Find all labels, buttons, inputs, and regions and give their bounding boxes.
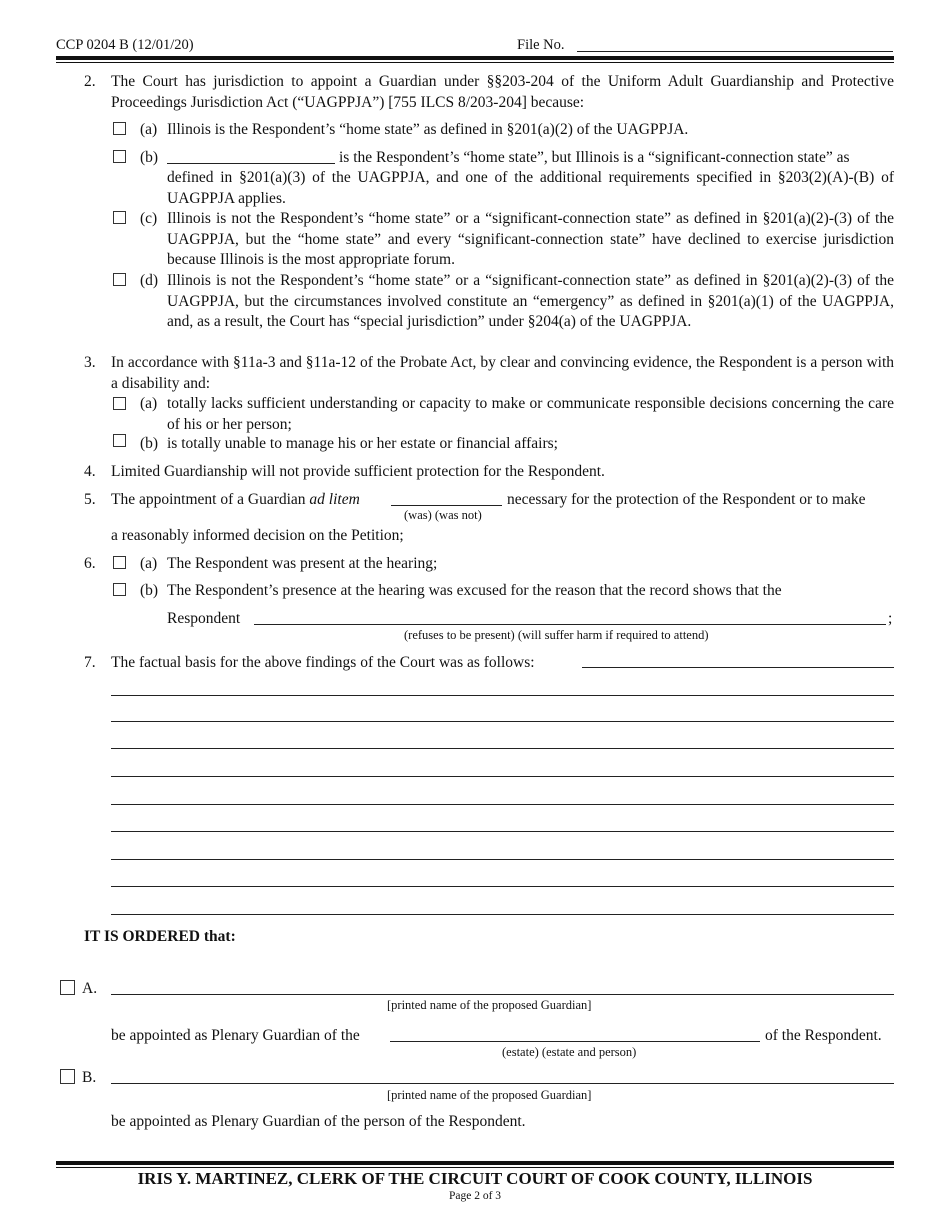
- item-5-text-after: necessary for the protection of the Respondent or to make: [507, 491, 866, 508]
- item-2d-checkbox[interactable]: [113, 273, 126, 286]
- item-6-number: 6.: [84, 555, 96, 572]
- item-2b-text-cont: defined in §201(a)(3) of the UAGPPJA, and one of the additional requirements specified in §203(2)(A)-(B) of UAGPPJA applies.: [167, 169, 894, 207]
- order-a-guardian-name-field[interactable]: [111, 994, 894, 995]
- item-6-caption: (refuses to be present) (will suffer harm if required to attend): [404, 628, 709, 642]
- order-b-label: B.: [82, 1069, 97, 1086]
- order-b-checkbox[interactable]: [60, 1069, 75, 1084]
- item-2b-letter: (b): [140, 149, 159, 166]
- order-b-guardian-name-field[interactable]: [111, 1083, 894, 1084]
- order-a-text-before: be appointed as Plenary Guardian of the: [111, 1027, 360, 1044]
- item-5-number: 5.: [84, 491, 96, 508]
- item-5-text-before: The appointment of a Guardian: [111, 491, 310, 508]
- order-a-text-after: of the Respondent.: [765, 1027, 882, 1044]
- factual-basis-line[interactable]: [111, 914, 894, 915]
- file-no-label: File No.: [517, 37, 565, 53]
- item-2a-text: Illinois is the Respondent’s “home state” as defined in §201(a)(2) of the UAGPPJA.: [167, 121, 689, 138]
- factual-basis-line[interactable]: [111, 776, 894, 777]
- ordered-heading: IT IS ORDERED that:: [84, 928, 236, 945]
- order-a-caption: [printed name of the proposed Guardian]: [387, 998, 592, 1012]
- item-3-number: 3.: [84, 354, 96, 371]
- respondent-label: Respondent: [167, 610, 241, 627]
- item-2a-letter: (a): [140, 121, 158, 138]
- respondent-reason-field[interactable]: [254, 624, 886, 625]
- form-code: CCP 0204 B (12/01/20): [56, 37, 194, 53]
- item-2c-checkbox[interactable]: [113, 211, 126, 224]
- item-3a-letter: (a): [140, 395, 158, 412]
- estate-type-field[interactable]: [390, 1041, 760, 1042]
- page-number: Page 2 of 3: [448, 1190, 502, 1202]
- factual-basis-line-0[interactable]: [582, 667, 894, 668]
- item-2c-text: Illinois is not the Respondent’s “home state” or a “significant-connection state” as defined in §201(a)(2)-(3) of the UAGPPJA, but the “home state” and every “significant-connection state” have declined to exercise jurisdiction because Illinois is the most appropriate forum.: [167, 210, 894, 268]
- clerk-footer: IRIS Y. MARTINEZ, CLERK OF THE CIRCUIT COURT OF COOK COUNTY, ILLINOIS: [137, 1169, 813, 1188]
- item-7-text: The factual basis for the above findings of the Court was as follows:: [111, 654, 535, 671]
- item-2c-letter: (c): [140, 210, 158, 227]
- header-rule-thin: [56, 62, 894, 63]
- item-3a-text: totally lacks sufficient understanding or capacity to make or communicate responsible decisions concerning the care of his or her person;: [167, 395, 894, 433]
- item-6a-text: The Respondent was present at the hearing;: [167, 555, 438, 572]
- item-6b-text: The Respondent’s presence at the hearing was excused for the reason that the record shows that the: [167, 582, 782, 599]
- factual-basis-line[interactable]: [111, 859, 894, 860]
- item-4-number: 4.: [84, 463, 96, 480]
- item-7-number: 7.: [84, 654, 96, 671]
- item-2d-text: Illinois is not the Respondent’s “home state” or a “significant-connection state” as defined in §201(a)(2)-(3) of the UAGPPJA, but the circumstances involved constitute an “emergency” as defined in §201(a)(1) of the UAGPPJA, and, as a result, the Court has “special jurisdiction” under §204(a) of the UAGPPJA.: [167, 272, 894, 330]
- order-a-label: A.: [82, 980, 98, 997]
- factual-basis-line[interactable]: [111, 831, 894, 832]
- order-b-text: be appointed as Plenary Guardian of the person of the Respondent.: [111, 1113, 526, 1130]
- order-a-checkbox[interactable]: [60, 980, 75, 995]
- item-5-caption: (was) (was not): [404, 508, 482, 522]
- item-6a-letter: (a): [140, 555, 158, 572]
- factual-basis-line[interactable]: [111, 804, 894, 805]
- item-3b-checkbox[interactable]: [113, 434, 126, 447]
- item-3b-text: is totally unable to manage his or her estate or financial affairs;: [167, 435, 558, 452]
- item-2d-letter: (d): [140, 272, 159, 289]
- item-6-semicolon: ;: [888, 610, 893, 627]
- factual-basis-line[interactable]: [111, 695, 894, 696]
- footer-rule: [56, 1161, 894, 1165]
- item-4-text: Limited Guardianship will not provide sufficient protection for the Respondent.: [111, 463, 605, 480]
- item-5-text: [111, 490, 360, 510]
- item-3a-checkbox[interactable]: [113, 397, 126, 410]
- file-no-field[interactable]: [577, 51, 893, 52]
- factual-basis-line[interactable]: [111, 721, 894, 722]
- factual-basis-line[interactable]: [111, 886, 894, 887]
- item-3-text: In accordance with §11a-3 and §11a-12 of the Probate Act, by clear and convincing evidence, the Respondent is a person with a disability and:: [111, 354, 894, 392]
- item-5-text-cont: a reasonably informed decision on the Petition;: [111, 527, 404, 544]
- item-6a-checkbox[interactable]: [113, 556, 126, 569]
- header-rule: [56, 56, 894, 60]
- item-2a-checkbox[interactable]: [113, 122, 126, 135]
- order-b-caption: [printed name of the proposed Guardian]: [387, 1088, 592, 1102]
- item-6b-letter: (b): [140, 582, 159, 599]
- item-2-text: The Court has jurisdiction to appoint a Guardian under §§203-204 of the Uniform Adult Guardianship and Protective Proceedings Jurisdiction Act (“UAGPPJA”) [755 ILCS 8/203-204] because:: [111, 73, 894, 111]
- item-2b-checkbox[interactable]: [113, 150, 126, 163]
- order-a-caption2: (estate) (estate and person): [502, 1045, 637, 1059]
- item-2b-text: is the Respondent’s “home state”, but Illinois is a “significant-connection state” as: [339, 149, 850, 166]
- item-5-italic: ad litem: [309, 491, 360, 508]
- item-2-number: 2.: [84, 73, 96, 90]
- was-was-not-field[interactable]: [391, 505, 502, 506]
- home-state-field[interactable]: [167, 163, 335, 164]
- item-6b-checkbox[interactable]: [113, 583, 126, 596]
- item-3b-letter: (b): [140, 435, 159, 452]
- factual-basis-line[interactable]: [111, 748, 894, 749]
